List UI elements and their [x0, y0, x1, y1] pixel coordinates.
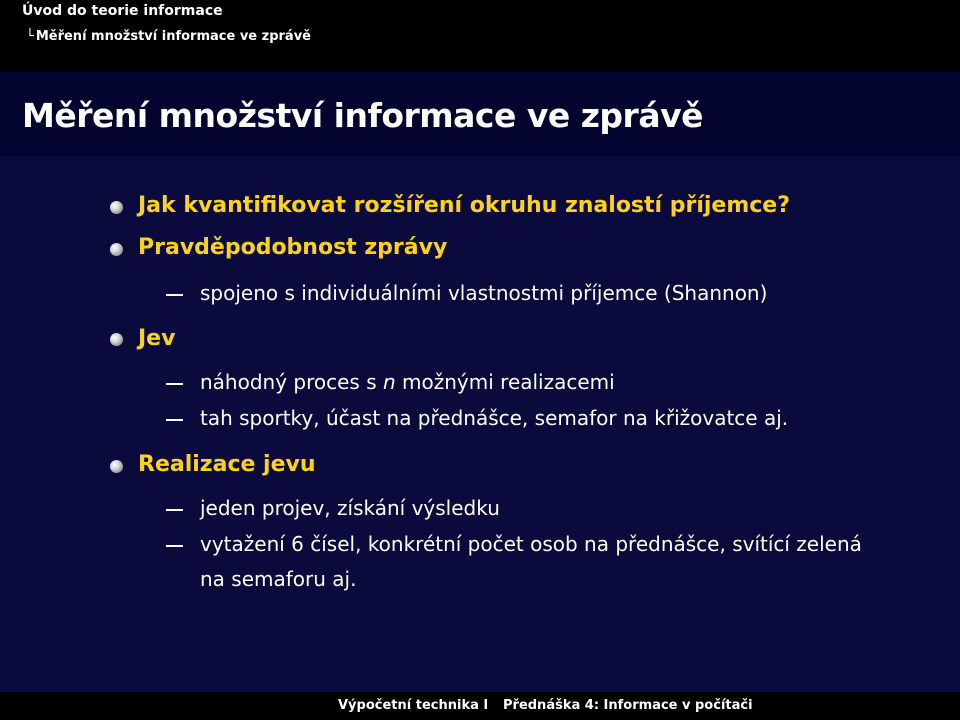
breadcrumb-subsection[interactable] [26, 29, 311, 44]
sub-item: tah sportky, účast na přednášce, semafor na křižovatce aj. [200, 406, 789, 430]
dash-icon [166, 383, 183, 385]
bullet-icon [110, 460, 123, 473]
sub-item: spojeno s individuálními vlastnostmi příjemce (Shannon) [200, 281, 768, 305]
bullet-probability: Pravděpodobnost zprávy [138, 235, 448, 260]
bullet-question: Jak kvantifikovat rozšíření okruhu znalostí příjemce? [138, 193, 790, 218]
footer-lecture: Přednáška 4: Informace v počítači [503, 698, 753, 713]
dash-icon [166, 419, 183, 421]
sub-item-continuation: na semaforu aj. [200, 567, 357, 591]
bullet-icon [110, 243, 123, 256]
bullet-icon [110, 333, 123, 346]
corner-icon: └ [26, 29, 34, 44]
variable-n: n [382, 370, 396, 394]
sub-item: vytažení 6 čísel, konkrétní počet osob na přednášce, svítící zelená [200, 532, 862, 556]
dash-icon [166, 294, 183, 296]
footer-course: Výpočetní technika I [338, 698, 489, 713]
sub-item-text: náhodný proces s [200, 370, 383, 394]
dash-icon [166, 545, 183, 547]
sub-item: jeden projev, získání výsledku [200, 496, 500, 520]
bullet-realization: Realizace jevu [138, 452, 316, 477]
sub-item-text: možnými realizacemi [395, 370, 615, 394]
header-bar [0, 0, 960, 72]
dash-icon [166, 509, 183, 511]
title-bar [0, 72, 960, 156]
slide-title: Měření množství informace ve zprávě [22, 96, 703, 135]
footer-bar [0, 692, 960, 720]
breadcrumb-subsection-label: Měření množství informace ve zprávě [35, 29, 311, 44]
sub-item [200, 370, 615, 394]
bullet-icon [110, 201, 123, 214]
breadcrumb-section[interactable]: Úvod do teorie informace [22, 3, 223, 19]
bullet-event: Jev [138, 326, 176, 351]
